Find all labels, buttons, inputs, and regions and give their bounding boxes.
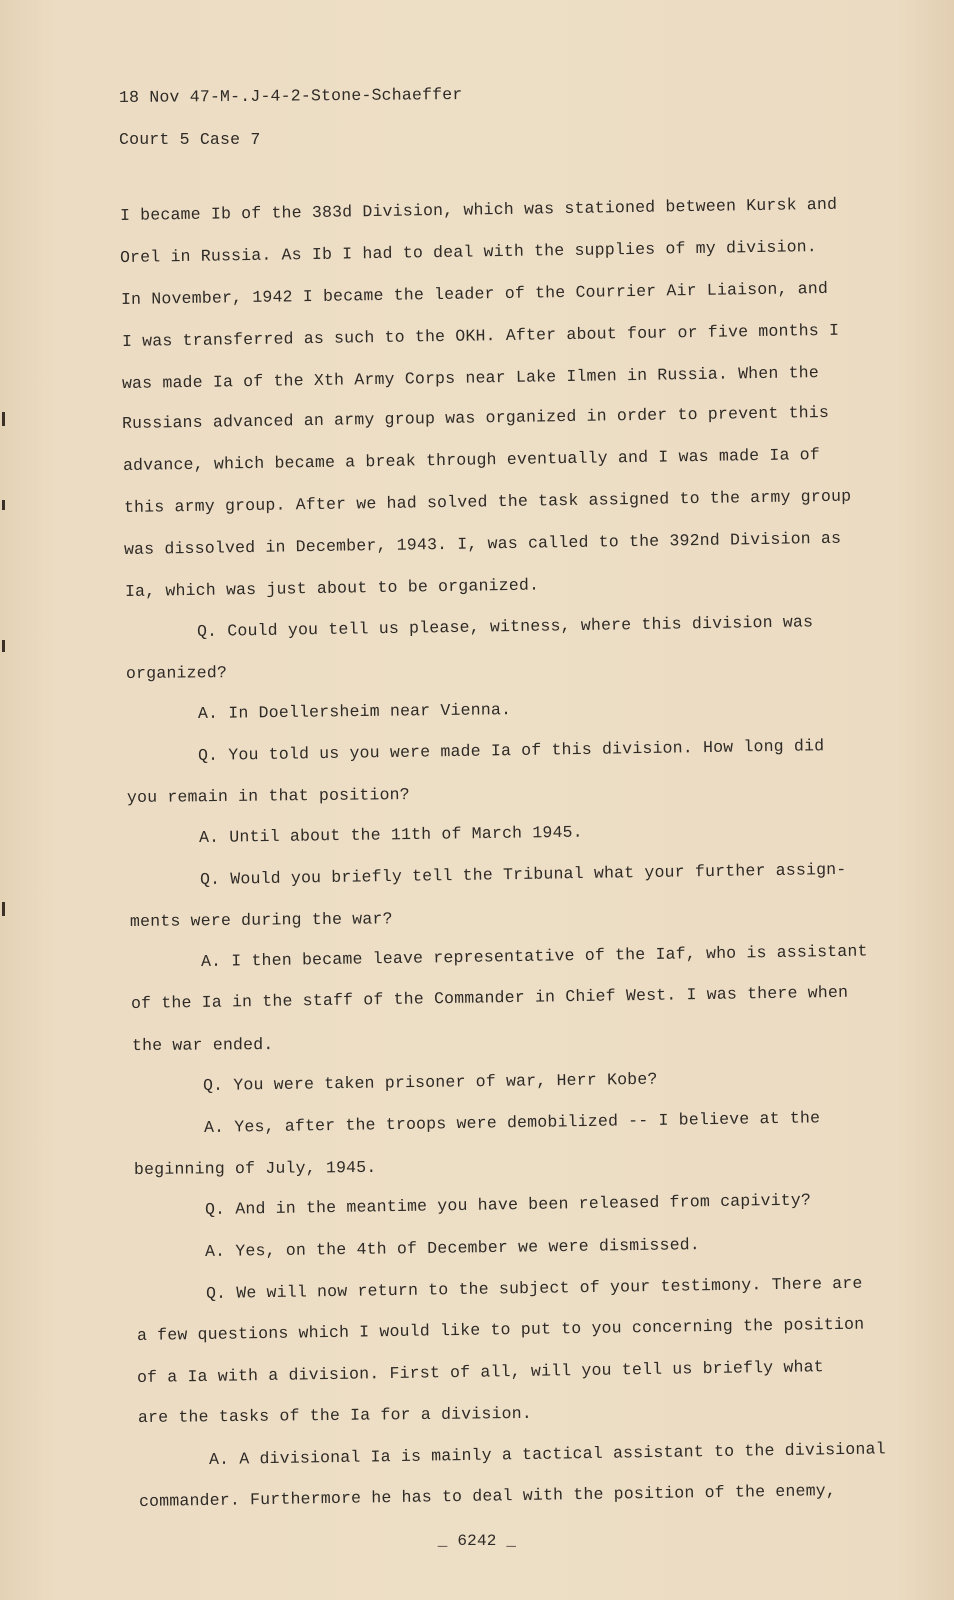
- transcript-line: are the tasks of the Ia for a division.: [137, 1403, 533, 1427]
- transcript-line: ments were during the war?: [129, 909, 393, 931]
- transcript-line: of a Ia with a division. First of all, will you tell us briefly what: [136, 1357, 824, 1387]
- transcript-line: Ia, which was just about to be organized.: [124, 575, 540, 601]
- transcript-answer: A. Yes, on the 4th of December we were dismissed.: [204, 1235, 701, 1261]
- transcript-line: this army group. After we had solved the task assigned to the army group: [123, 486, 852, 517]
- transcript-question: Q. You told us you were made Ia of this division. How long did: [197, 736, 825, 765]
- transcript-line: was dissolved in December, 1943. I, was called to the 392nd Division as: [123, 528, 842, 559]
- transcript-answer: A. I then became leave representative of the Iaf, who is assistant: [200, 941, 868, 971]
- transcript-line: a few questions which I would like to put to you concerning the position: [136, 1314, 865, 1345]
- transcript-question: Q. And in the meantime you have been released from capivity?: [204, 1190, 812, 1219]
- transcript-answer: A. In Doellersheim near Vienna.: [197, 700, 512, 723]
- transcript-line: advance, which became a break through eventually and I was made Ia of: [122, 445, 821, 475]
- transcript-line: commander. Furthermore he has to deal with the position of the enemy,: [138, 1481, 837, 1511]
- transcript-line: of the Ia in the staff of the Commander in Chief West. I was there when: [130, 982, 849, 1013]
- transcript-question: Q. You were taken prisoner of war, Herr Kobe?: [202, 1069, 658, 1095]
- page-number: _ 6242 _: [437, 1532, 517, 1550]
- binding-mark: [2, 412, 5, 426]
- binding-mark: [2, 640, 5, 652]
- document-reference: 18 Nov 47-M-.J-4-2-Stone-Schaeffer: [118, 85, 463, 107]
- transcript-line: I was transferred as such to the OKH. After about four or five months I: [121, 320, 840, 351]
- transcript-answer: A. Until about the 11th of March 1945.: [198, 822, 583, 847]
- transcript-answer: A. A divisional Ia is mainly a tactical assistant to the divisional: [208, 1439, 886, 1469]
- transcript-line: I became Ib of the 383d Division, which was stationed between Kursk and: [119, 194, 838, 225]
- transcript-question: Q. Could you tell us please, witness, where this division was: [196, 612, 814, 641]
- transcript-line: Russians advanced an army group was organized in order to prevent this: [121, 402, 830, 433]
- transcript-line: was made Ia of the Xth Army Corps near Lake Ilmen in Russia. When the: [121, 363, 820, 393]
- court-case-label: Court 5 Case 7: [119, 130, 261, 149]
- transcript-line: you remain in that position?: [126, 785, 410, 807]
- binding-mark: [2, 500, 5, 510]
- transcript-line: organized?: [125, 663, 228, 683]
- binding-mark: [2, 902, 5, 916]
- transcript-line: Orel in Russia. As Ib I had to deal with the supplies of my division.: [119, 237, 818, 267]
- transcript-question: Q. Would you briefly tell the Tribunal what your further assign-: [199, 859, 847, 889]
- transcript-line: the war ended.: [131, 1035, 274, 1055]
- transcript-question: Q. We will now return to the subject of your testimony. There are: [205, 1273, 863, 1303]
- transcript-line: beginning of July, 1945.: [133, 1157, 377, 1179]
- transcript-line: In November, 1942 I became the leader of the Courrier Air Liaison, and: [120, 278, 829, 309]
- transcript-answer: A. Yes, after the troops were demobilized -- I believe at the: [203, 1108, 821, 1137]
